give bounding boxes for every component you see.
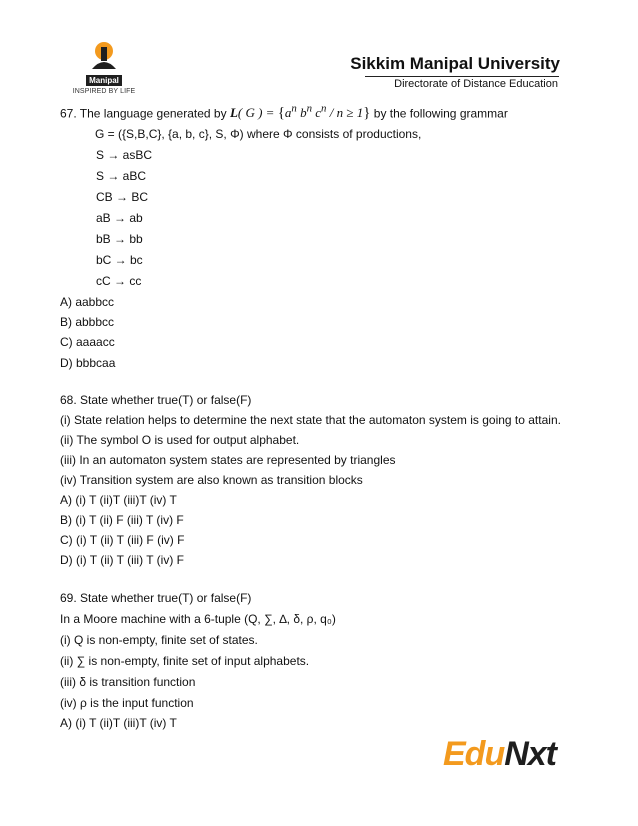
q67-grammar-definition: G = ({S,B,C}, {a, b, c}, S, Φ) where Φ consists of productions,: [95, 127, 422, 141]
header-divider: [365, 76, 559, 77]
manipal-emblem-icon: [86, 39, 122, 75]
q69-statement: (ii) ∑ is non-empty, finite set of input alphabets.: [60, 654, 310, 668]
q68-statement: (iii) In an automaton system states are represented by triangles: [60, 453, 396, 467]
edunxt-logo-part1: Edu: [443, 735, 505, 773]
logo-tagline: INSPIRED BY LIFE: [72, 88, 136, 95]
q68-stem: 68. State whether true(T) or false(F): [60, 393, 252, 407]
q67-stem-after: by the following grammar: [373, 106, 508, 121]
q69-statement: (iv) ρ is the input function: [60, 696, 194, 710]
q67-language-formula: L( G ) = {$a^n$ $b^n$ $c^n / n \ge 1$}: [229, 103, 371, 122]
q68-option-a: A) (i) T (ii)T (iii)T (iv) T: [60, 493, 177, 507]
department-name: Directorate of Distance Education: [394, 78, 558, 90]
q67-option-c: C) aaaacc: [60, 335, 115, 349]
q67-option-d: D) bbbcaa: [60, 356, 116, 370]
q67-production: aB → ab: [96, 211, 143, 225]
q68-statement: (i) State relation helps to determine the next state that the automaton system is going to attain.: [60, 413, 561, 427]
q69-statement: (i) Q is non-empty, finite set of states.: [60, 633, 258, 647]
q69-statement: (iii) δ is transition function: [60, 675, 196, 689]
q67-production: CB → BC: [96, 190, 149, 204]
university-name: Sikkim Manipal University: [350, 54, 560, 73]
q68-option-d: D) (i) T (ii) T (iii) T (iv) F: [60, 553, 184, 567]
q67-production: cC → cc: [96, 274, 142, 288]
q67-production: S → asBC: [96, 148, 153, 162]
q68-option-c: C) (i) T (ii) T (iii) F (iv) F: [60, 533, 185, 547]
logo-brand-text: Manipal: [86, 75, 122, 86]
q67-option-b: B) abbbcc: [60, 315, 115, 329]
q67-stem-before: 67. The language generated by: [60, 106, 227, 121]
q68-statement: (iv) Transition system are also known as transition blocks: [60, 473, 363, 487]
q69-stem: 69. State whether true(T) or false(F): [60, 591, 252, 605]
manipal-logo: [64, 39, 144, 95]
q67-production: bB → bb: [96, 232, 143, 246]
q69-option-a: A) (i) T (ii)T (iii)T (iv) T: [60, 716, 177, 730]
q67-stem: [60, 103, 508, 122]
q67-option-a: A) aabbcc: [60, 295, 115, 309]
edunxt-logo: [443, 735, 556, 774]
q68-option-b: B) (i) T (ii) F (iii) T (iv) F: [60, 513, 184, 527]
q67-production: S → aBC: [96, 169, 147, 183]
q67-production: bC → bc: [96, 253, 143, 267]
q68-statement: (ii) The symbol O is used for output alphabet.: [60, 433, 300, 447]
q69-intro: In a Moore machine with a 6-tuple (Q, ∑, ∆, δ, ρ, q₀): [60, 612, 336, 626]
edunxt-logo-part2: Nxt: [504, 735, 557, 773]
